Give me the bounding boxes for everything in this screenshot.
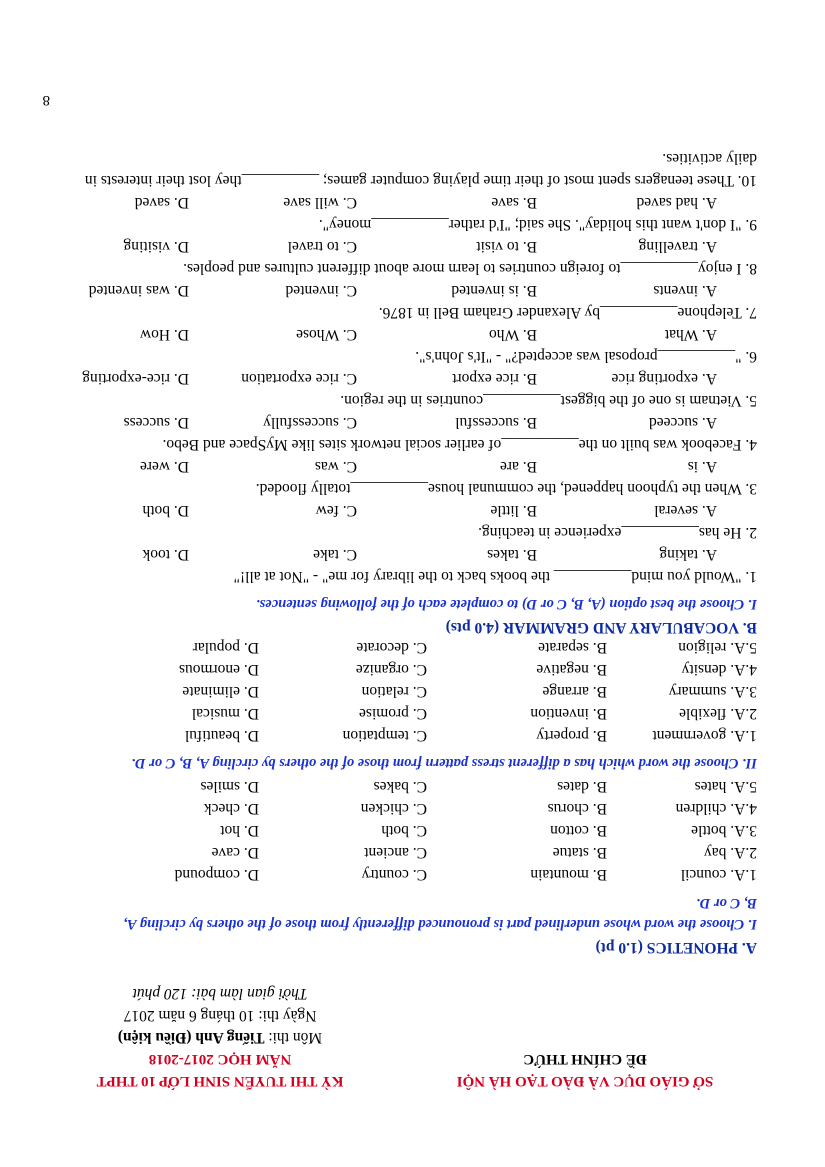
question: 4. Facebook was built on the__________of earlier social network sites like MySpace and Bebo. A. succeed B. successful C. successfully D. success <box>123 414 757 453</box>
section-a1-instruction-line2: B, C or D. <box>696 895 757 911</box>
list-item: 1.A. government B. property C. temptation D. beautiful <box>184 727 757 744</box>
list-item: 4.A. children B. chorus C. chicken D. check <box>203 800 757 817</box>
question: 2. He has__________experience in teaching. A. several B. little C. few D. both <box>142 502 757 541</box>
list-item: 5.A. religion B. separate C. decorate D. popular <box>192 639 757 656</box>
section-a1-instruction-line1: I. Choose the word whose underlined part is pronounced differently from those of the others by circling A, <box>123 916 757 932</box>
section-b-title: B. VOCABULARY AND GRAMMAR (4.0 pts) <box>445 619 757 636</box>
grammar-questions <box>82 147 757 587</box>
list-item: 3.A. bottle B. cotton C. both D. hot <box>220 822 757 839</box>
subject-line: Môn thi: Tiếng Anh (Điều kiện) <box>117 1029 323 1046</box>
question: 3. When the typhoon happened, the communal house__________totally flooded. A. is B. are C. was D. were <box>139 458 757 497</box>
stress-list <box>179 636 757 746</box>
list-item: 3.A. summary B. arrange C. relation D. eliminate <box>182 683 757 700</box>
section-a-title: A. PHONETICS (1.0 pt) <box>595 939 757 956</box>
official-label: ĐỀ CHÍNH THỨC <box>523 1051 647 1067</box>
section-b1-instruction: I. Choose the best option (A, B, C or D) to complete each of the following sentences. <box>255 596 757 612</box>
list-item: 2.A. flexible B. invention C. promise D. musical <box>191 705 757 722</box>
list-item: 1.A. council B. mountain C. country D. compound <box>174 866 757 883</box>
exam-title: KỲ THI TUYỂN SINH LỚP 10 THPT <box>96 1073 344 1089</box>
question: 5. Vietnam is one of the biggest__________countries in the region. A. exporting rice B. rice export C. rice exportation D. rice-exporting <box>82 370 757 409</box>
question: 1. "Would you mind__________ the books back to the library for me" - "Not at all!" A. taking B. takes C. take D. took <box>142 546 757 585</box>
question: 7. Telephone__________by Alexander Graham Bell in 1876. A. invents B. is invented C. invented D. was invented <box>88 282 757 321</box>
section-a2-instruction: II. Choose the word which has a different stress pattern from those of the others by circling A, B, C or D. <box>131 755 757 771</box>
question: 6. "__________proposal was accepted?" - "It's John's". A. What B. Who C. Whose D. How <box>139 326 757 365</box>
list-item: 5.A. hates B. dates C. bakes D. smiles <box>200 778 757 795</box>
exam-date: Ngày thi: 10 tháng 6 năm 2017 <box>123 1007 317 1024</box>
question: 8. I enjoy__________to foreign countries to learn more about different cultures and peoples. A. travelling B. to visit C. to travel D. visiting <box>123 238 757 277</box>
department-name: SỞ GIÁO DỤC VÀ ĐÀO TẠO HÀ NỘI <box>456 1073 714 1089</box>
school-year: NĂM HỌC 2017-2018 <box>148 1051 292 1067</box>
phonetics-list <box>175 775 757 885</box>
header-left <box>415 1048 755 1092</box>
list-item: 4.A. density B. negative C. organize D. enormous <box>178 661 757 678</box>
exam-duration: Thời gian làm bài: 120 phút <box>132 985 308 1002</box>
page-number: 8 <box>42 92 50 108</box>
header-right <box>50 982 390 1092</box>
question: 9. "I don't want this holiday". She said; "I'd rather__________money". A. had saved B. save C. will save D. saved <box>134 194 757 233</box>
question: 10. These teenagers spent most of their time playing computer games; __________they lost their interests in daily activities. <box>84 150 757 189</box>
list-item: 2.A. bay B. statue C. ancient D. cave <box>211 844 757 861</box>
